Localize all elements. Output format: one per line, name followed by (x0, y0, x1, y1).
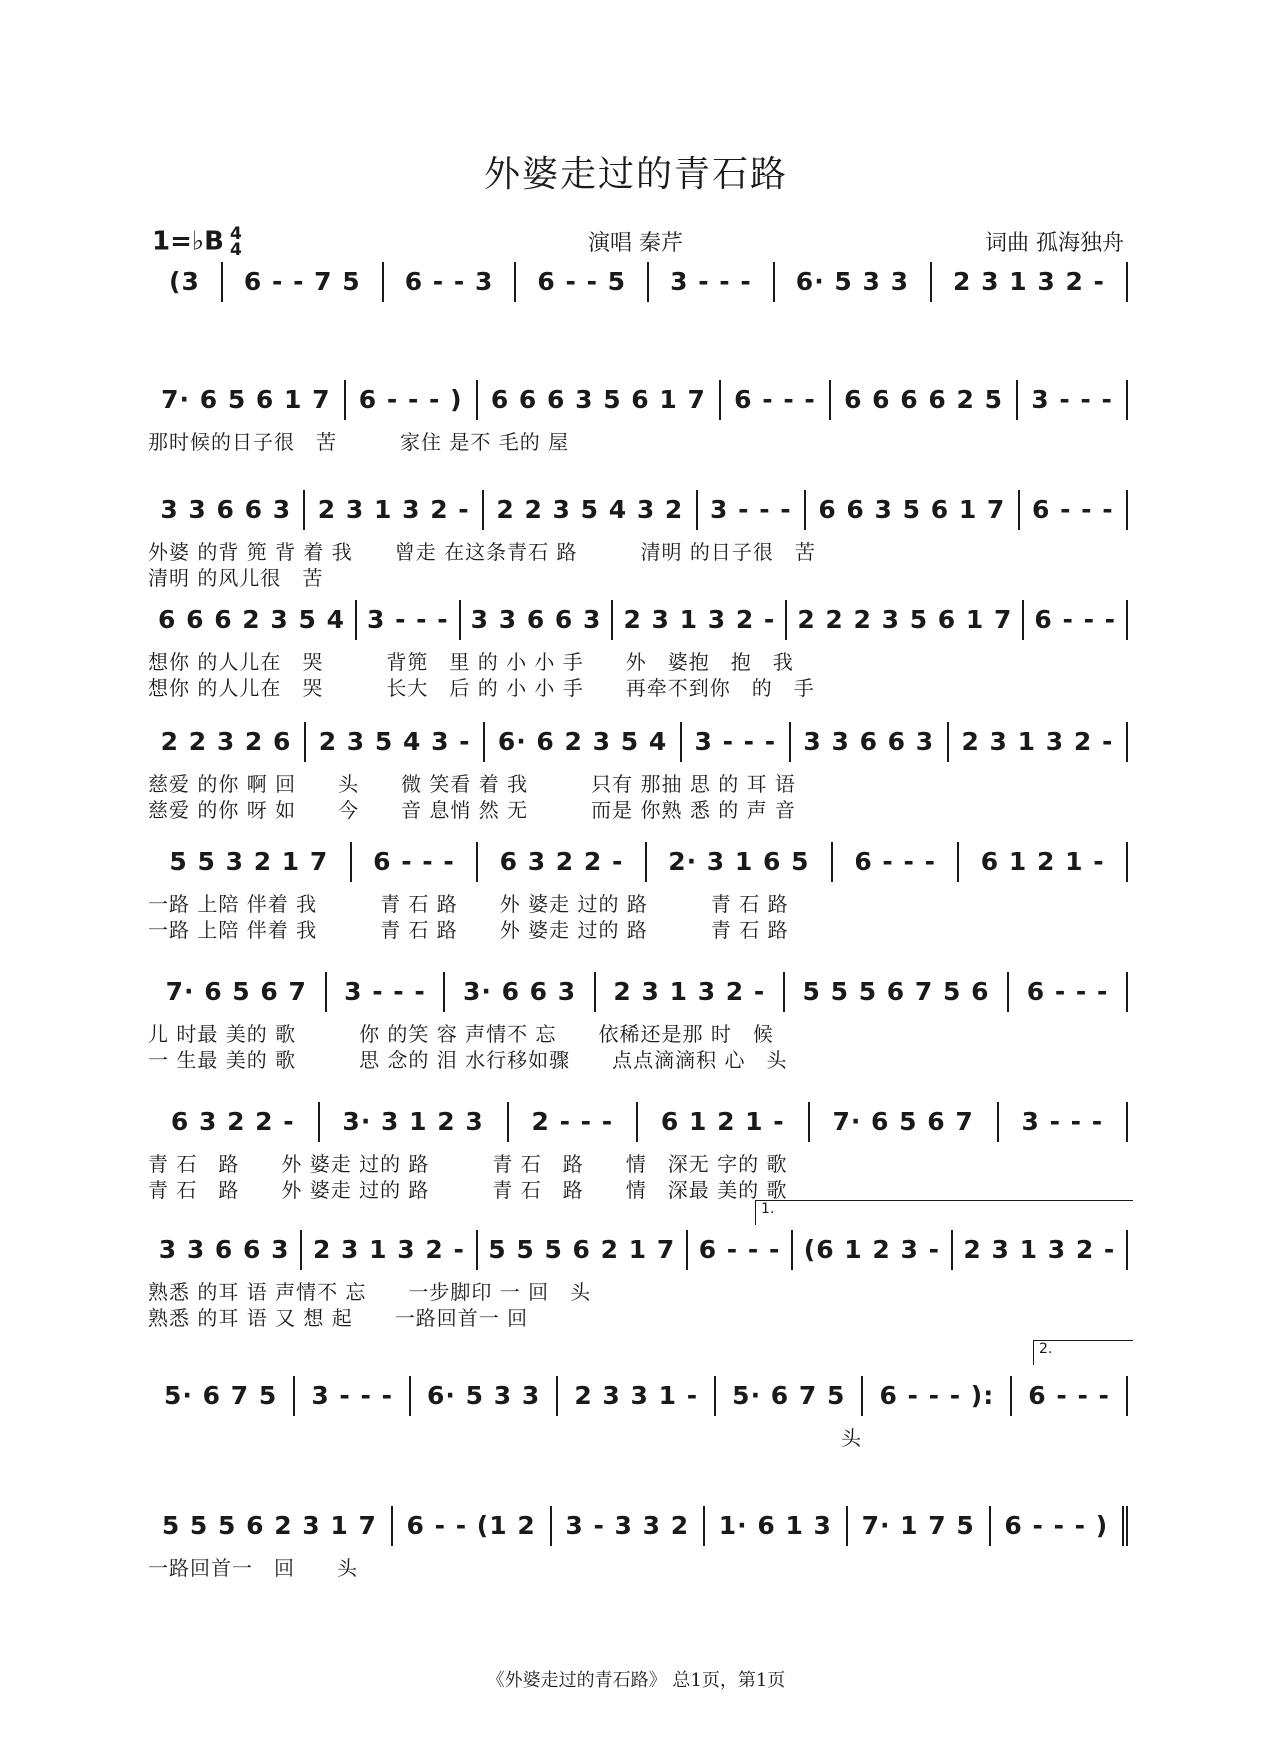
measure: 5· 6 7 5 (716, 1376, 863, 1416)
singer-credit: 演唱 秦芹 (588, 231, 683, 256)
lyric-line: 一路回首一 回 头 (148, 1556, 358, 1580)
measure: 2 3 1 3 2 - (305, 490, 484, 530)
measure: 3 - - - (649, 262, 775, 302)
measure: 2 3 1 3 2 - (596, 972, 785, 1012)
measure: 6 6 6 6 2 5 (831, 380, 1018, 420)
lyric-line: 一 生最 美的 歌 思 念的 泪 水行移如骤 点点滴滴积 心 头 (148, 1048, 788, 1072)
measure: 6 - - 5 (516, 262, 649, 302)
notation-line (148, 972, 1128, 1012)
measure: 6 - - 3 (384, 262, 517, 302)
measure: 3 - - - (357, 600, 461, 640)
measure: 7· 6 5 6 7 (810, 1102, 999, 1142)
measure: 6 1 2 1 - (959, 842, 1128, 882)
measure: 3 3 6 6 3 (148, 490, 305, 530)
measure: 2 3 1 3 2 - (932, 262, 1128, 302)
measure: 2 3 5 4 3 - (306, 722, 485, 762)
measure: 2 3 1 3 2 - (953, 1230, 1128, 1270)
measure: 2 - - - (509, 1102, 638, 1142)
measure: 6 - - - (1012, 1376, 1128, 1416)
notation-line (148, 722, 1128, 762)
measure: 6 - - - (1024, 600, 1128, 640)
measure: 5 5 5 6 2 1 7 (478, 1230, 688, 1270)
lyric-line: 熟悉 的耳 语 声情不 忘 一步脚印 一 回 头 (148, 1280, 592, 1304)
score-title: 外婆走过的青石路 (483, 154, 788, 195)
lyric-line: 清明 的风儿很 苦 (148, 566, 324, 590)
measure: 7· 6 5 6 7 (148, 972, 327, 1012)
measure: 6 1 2 1 - (638, 1102, 810, 1142)
page-footer: 《外婆走过的青石路》 总1页，第1页 (486, 1670, 786, 1691)
lyric-line: 青 石 路 外 婆走 过的 路 青 石 路 情 深最 美的 歌 (148, 1178, 788, 1202)
notation-line (148, 1376, 1128, 1416)
measure: 6 6 6 2 3 5 4 (148, 600, 357, 640)
measure: (6 1 2 3 - (793, 1230, 953, 1270)
measure: 2 3 1 3 2 - (949, 722, 1128, 762)
notation-line (148, 1102, 1128, 1142)
measure: 3 - - - (327, 972, 446, 1012)
measure: 6 - - - (688, 1230, 793, 1270)
lyric-line: 慈爱 的你 啊 回 头 微 笑看 着 我 只有 那抽 思 的 耳 语 (148, 772, 796, 796)
lyric-line: 想你 的人儿在 哭 长大 后 的 小 小 手 再牵不到你 的 手 (148, 676, 815, 700)
measure: 3 - - - (295, 1376, 411, 1416)
measure: 2 3 1 3 2 - (613, 600, 787, 640)
notation-line (148, 600, 1128, 640)
measure: 6 - - 7 5 (223, 262, 384, 302)
measure: 2 3 1 3 2 - (302, 1230, 477, 1270)
notation-line (148, 842, 1128, 882)
lyric-line: 一路 上陪 伴着 我 青 石 路 外 婆走 过的 路 青 石 路 (148, 918, 789, 942)
key-signature: 1=♭B 4 4 (152, 224, 242, 260)
lyric-line: 儿 时最 美的 歌 你 的笑 容 声情不 忘 依稀还是那 时 候 (148, 1022, 774, 1046)
measure: 6 6 3 5 6 1 7 (806, 490, 1020, 530)
measure: 2 2 2 3 5 6 1 7 (787, 600, 1024, 640)
measure: 3 3 6 6 3 (791, 722, 949, 762)
lyric-line: 想你 的人儿在 哭 背篼 里 的 小 小 手 外 婆抱 抱 我 (148, 650, 794, 674)
measure: 3 3 6 6 3 (461, 600, 614, 640)
measure: 6 - - - (833, 842, 959, 882)
measure: 5 5 5 6 7 5 6 (785, 972, 1009, 1012)
notation-line (148, 490, 1128, 530)
notation-line (148, 380, 1128, 420)
measure: 5 5 3 2 1 7 (148, 842, 352, 882)
measure: 6 - - - ) (346, 380, 478, 420)
measure: 7· 6 5 6 1 7 (148, 380, 346, 420)
measure: 3 - - - (1018, 380, 1128, 420)
measure: 6 - - - (1020, 490, 1128, 530)
measure: 6 - - - (721, 380, 831, 420)
lyric-line: 头 (148, 1426, 862, 1450)
measure: 3· 6 6 3 (445, 972, 595, 1012)
lyric-line: 熟悉 的耳 语 又 想 起 一路回首一 回 (148, 1306, 529, 1330)
notation-line (148, 1230, 1128, 1270)
lyric-line: 一路 上陪 伴着 我 青 石 路 外 婆走 过的 路 青 石 路 (148, 892, 789, 916)
composer-credit: 词曲 孤海独舟 (985, 231, 1124, 256)
measure: 5· 6 7 5 (148, 1376, 295, 1416)
measure: 6· 5 3 3 (411, 1376, 558, 1416)
measure: 7· 1 7 5 (848, 1506, 991, 1546)
measure: 6 3 2 2 - (148, 1102, 320, 1142)
measure: 3 - - - (682, 722, 791, 762)
measure: 6 - - - ) (991, 1506, 1128, 1546)
lyric-line: 那时候的日子很 苦 家住 是不 毛的 屋 (148, 430, 570, 454)
measure: 6 - - - ): (863, 1376, 1012, 1416)
measure: 2 2 3 2 6 (148, 722, 306, 762)
lyric-line: 青 石 路 外 婆走 过的 路 青 石 路 情 深无 字的 歌 (148, 1152, 788, 1176)
measure: (3 (148, 262, 223, 302)
measure: 6 - - (1 2 (393, 1506, 552, 1546)
measure: 5 5 5 6 2 3 1 7 (148, 1506, 393, 1546)
measure: 3 - - - (999, 1102, 1128, 1142)
measure: 1· 6 1 3 (705, 1506, 848, 1546)
measure: 6 - - - (1009, 972, 1128, 1012)
measure: 3· 3 1 2 3 (320, 1102, 509, 1142)
lyric-line: 外婆 的背 篼 背 着 我 曾走 在这条青石 路 清明 的日子很 苦 (148, 540, 816, 564)
time-signature: 4 4 (229, 224, 242, 260)
measure: 6 3 2 2 - (478, 842, 647, 882)
measure: 2· 3 1 6 5 (647, 842, 833, 882)
notation-line (148, 262, 1128, 302)
notation-line (148, 1506, 1128, 1546)
measure: 3 - - - (698, 490, 806, 530)
measure: 2 2 3 5 4 3 2 (484, 490, 698, 530)
measure: 2 3 3 1 - (558, 1376, 716, 1416)
measure: 3 - 3 3 2 (552, 1506, 705, 1546)
first-ending-bracket: 1. (755, 1200, 1133, 1225)
lyric-line: 慈爱 的你 呀 如 今 音 息悄 然 无 而是 你熟 悉 的 声 音 (148, 798, 796, 822)
measure: 6 6 6 3 5 6 1 7 (478, 380, 721, 420)
measure: 6· 5 3 3 (775, 262, 932, 302)
measure: 3 3 6 6 3 (148, 1230, 302, 1270)
second-ending-bracket: 2. (1033, 1340, 1133, 1365)
measure: 6· 6 2 3 5 4 (485, 722, 682, 762)
measure: 6 - - - (352, 842, 478, 882)
